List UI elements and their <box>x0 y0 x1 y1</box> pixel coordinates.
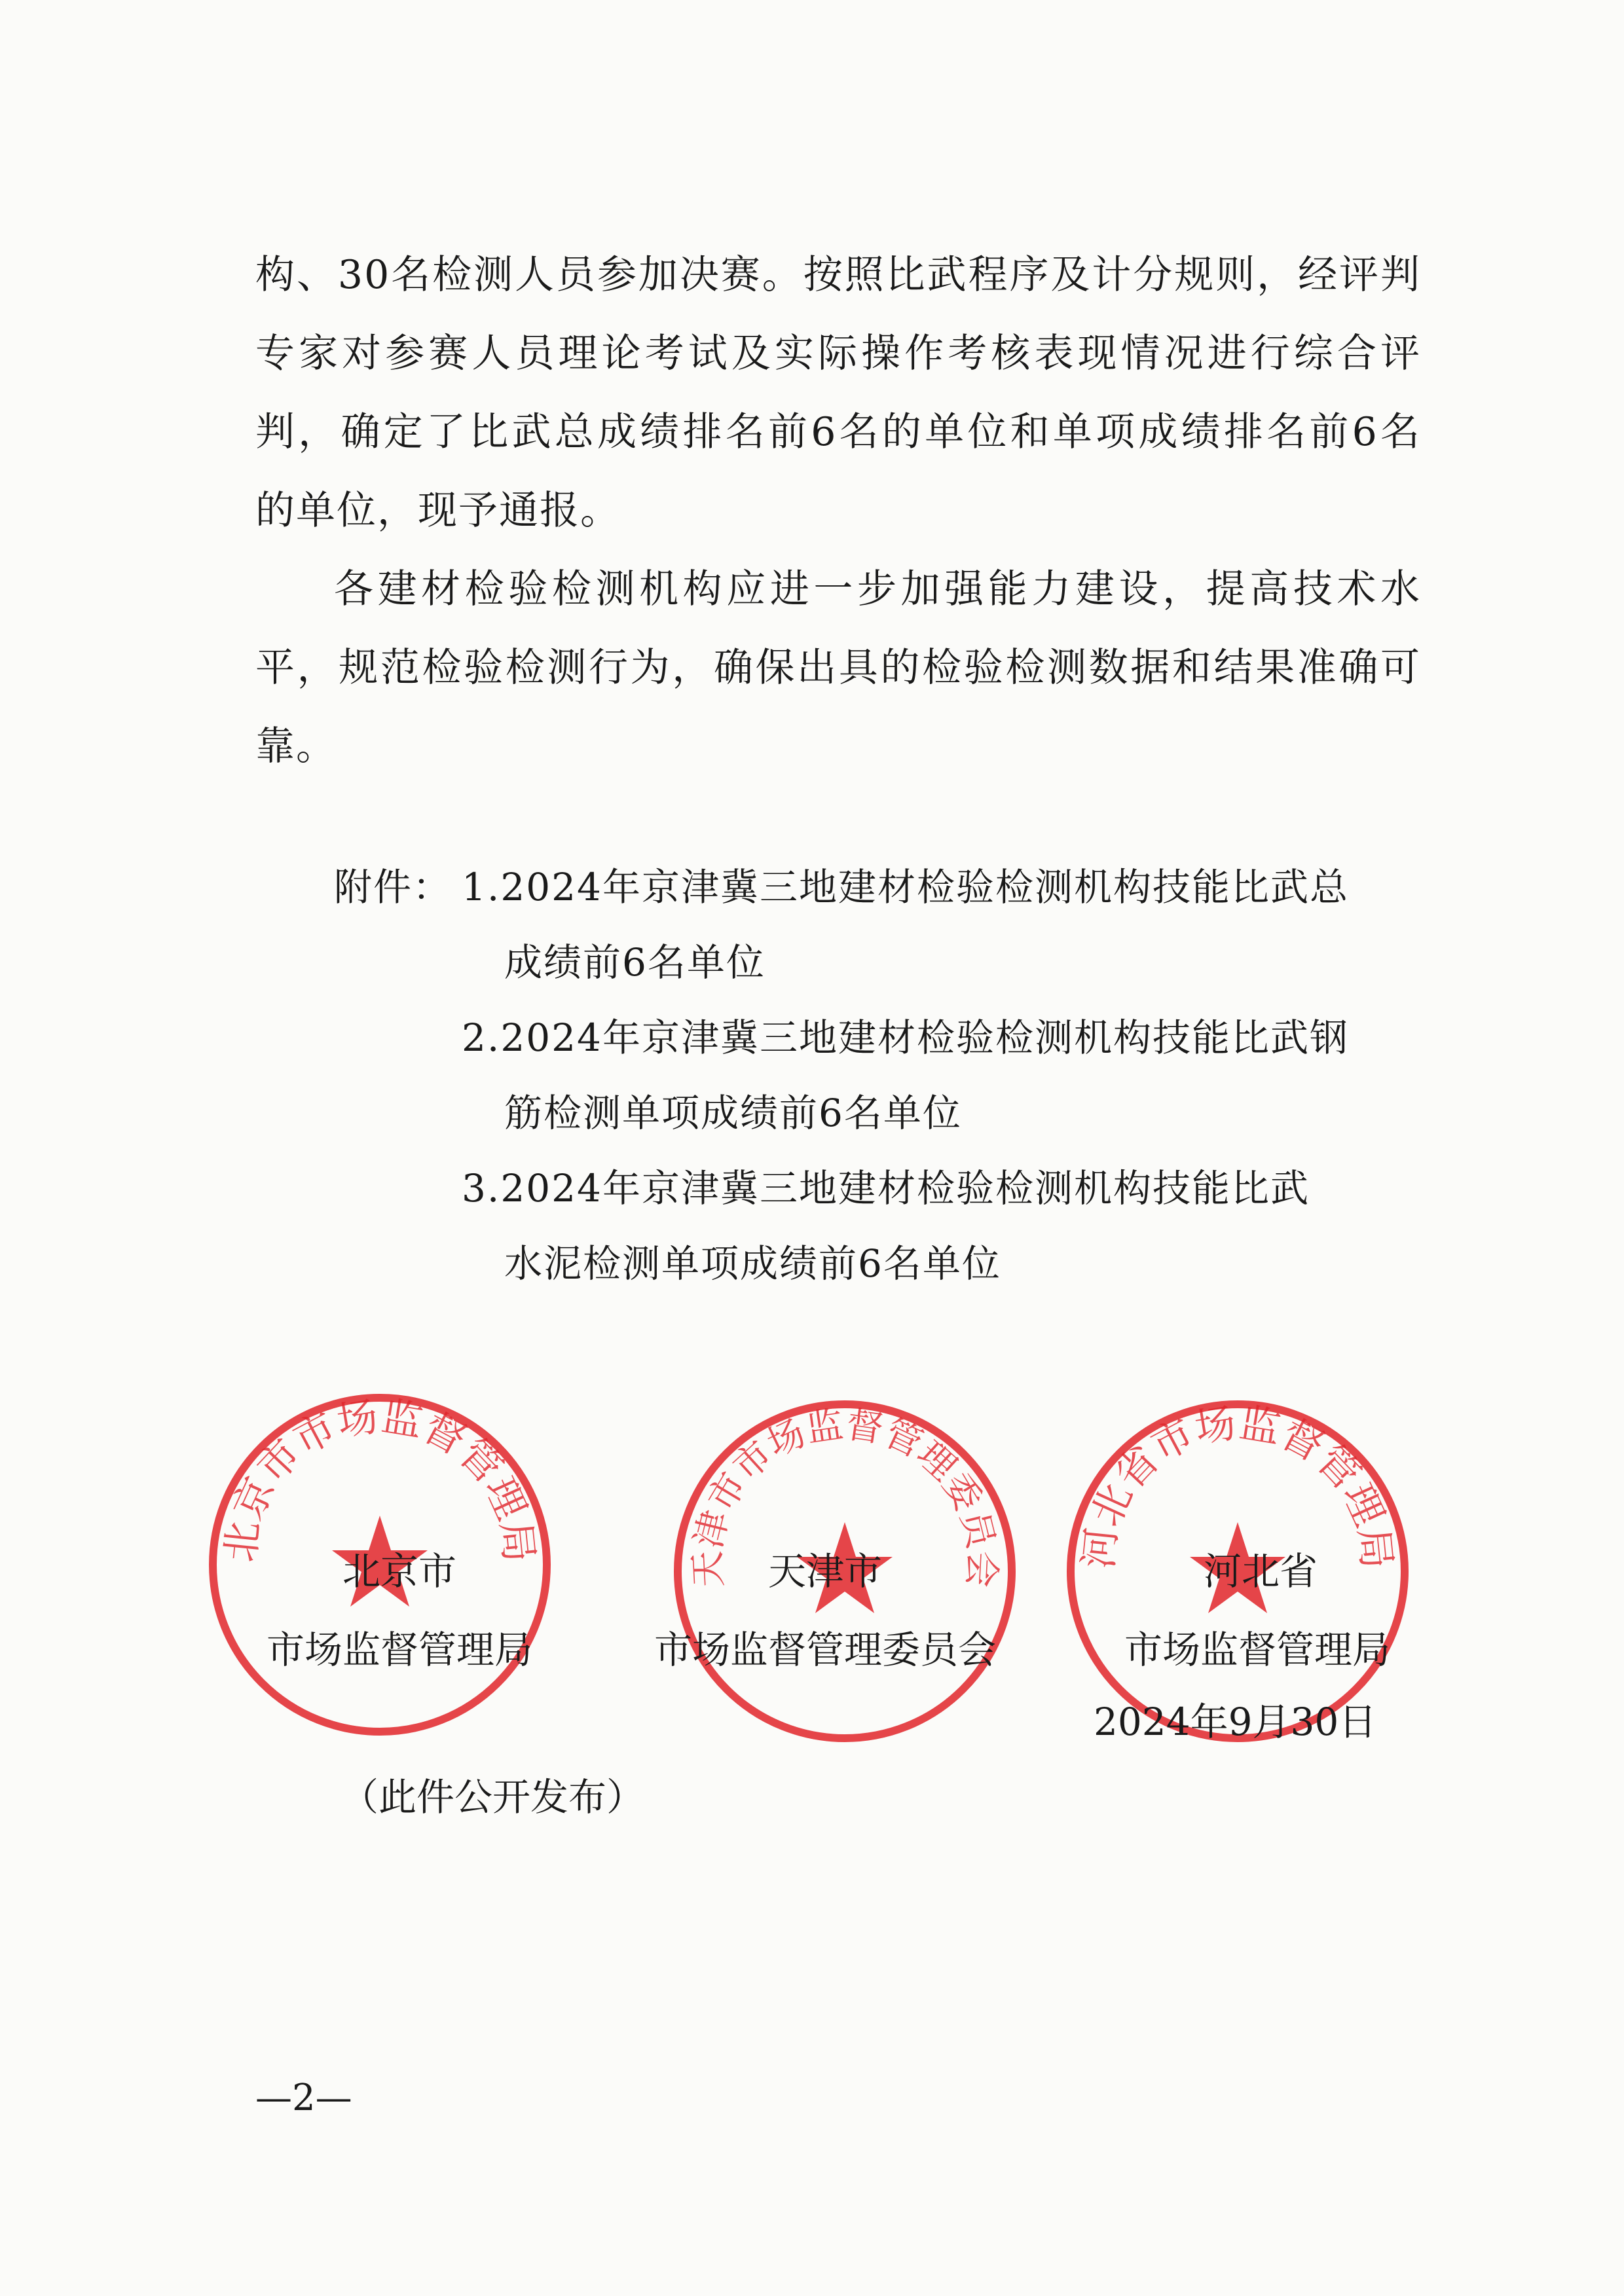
svg-text:天津市市场监督管理委员会: 天津市市场监督管理委员会 <box>686 1403 1004 1589</box>
publication-note: （此件公开发布） <box>341 1775 645 1819</box>
signature-tianjin-line-2: 市场监督管理委员会 <box>654 1628 996 1672</box>
signature-beijing-line-1: 北京市 <box>342 1549 456 1594</box>
signature-beijing-line-2: 市场监督管理局 <box>266 1628 532 1672</box>
attachments-label: 附件： <box>334 865 452 909</box>
attachment-1-line-1: 1.2024年京津冀三地建材检验检测机构技能比武总 <box>462 865 1349 909</box>
signature-tianjin-line-1: 天津市 <box>767 1549 882 1594</box>
attachment-2-line-1: 2.2024年京津冀三地建材检验检测机构技能比武钢 <box>462 1015 1349 1060</box>
issue-date: 2024年9月30日 <box>1094 1700 1377 1744</box>
paragraph-1-line-4: 的单位，现予通报。 <box>255 488 621 534</box>
attachment-2-line-2: 筋检测单项成绩前6名单位 <box>504 1091 962 1135</box>
paragraph-2-line-2: 平，规范检验检测行为，确保出具的检验检测数据和结果准确可 <box>255 645 1421 691</box>
signature-hebei-line-2: 市场监督管理局 <box>1124 1628 1390 1672</box>
attachment-3-line-2: 水泥检测单项成绩前6名单位 <box>504 1241 1001 1286</box>
paragraph-2-line-1: 各建材检验检测机构应进一步加强能力建设，提高技术水 <box>334 566 1421 612</box>
svg-text:北京市市场监督管理局: 北京市市场监督管理局 <box>216 1392 544 1565</box>
attachment-1-line-2: 成绩前6名单位 <box>504 940 766 985</box>
paragraph-1-line-1: 构、30名检测人员参加决赛。按照比武程序及计分规则，经评判 <box>255 252 1421 298</box>
paragraph-2-line-3: 靠。 <box>255 723 337 769</box>
paragraph-1-line-3: 判，确定了比武总成绩排名前6名的单位和单项成绩排名前6名 <box>255 409 1421 455</box>
signature-hebei-line-1: 河北省 <box>1203 1549 1318 1594</box>
paragraph-1-line-2: 专家对参赛人员理论考试及实际操作考核表现情况进行综合评 <box>255 331 1421 376</box>
page-number: —2— <box>255 2077 352 2119</box>
attachment-3-line-1: 3.2024年京津冀三地建材检验检测机构技能比武 <box>462 1166 1310 1211</box>
svg-text:河北省市场监督管理局: 河北省市场监督管理局 <box>1074 1398 1401 1571</box>
